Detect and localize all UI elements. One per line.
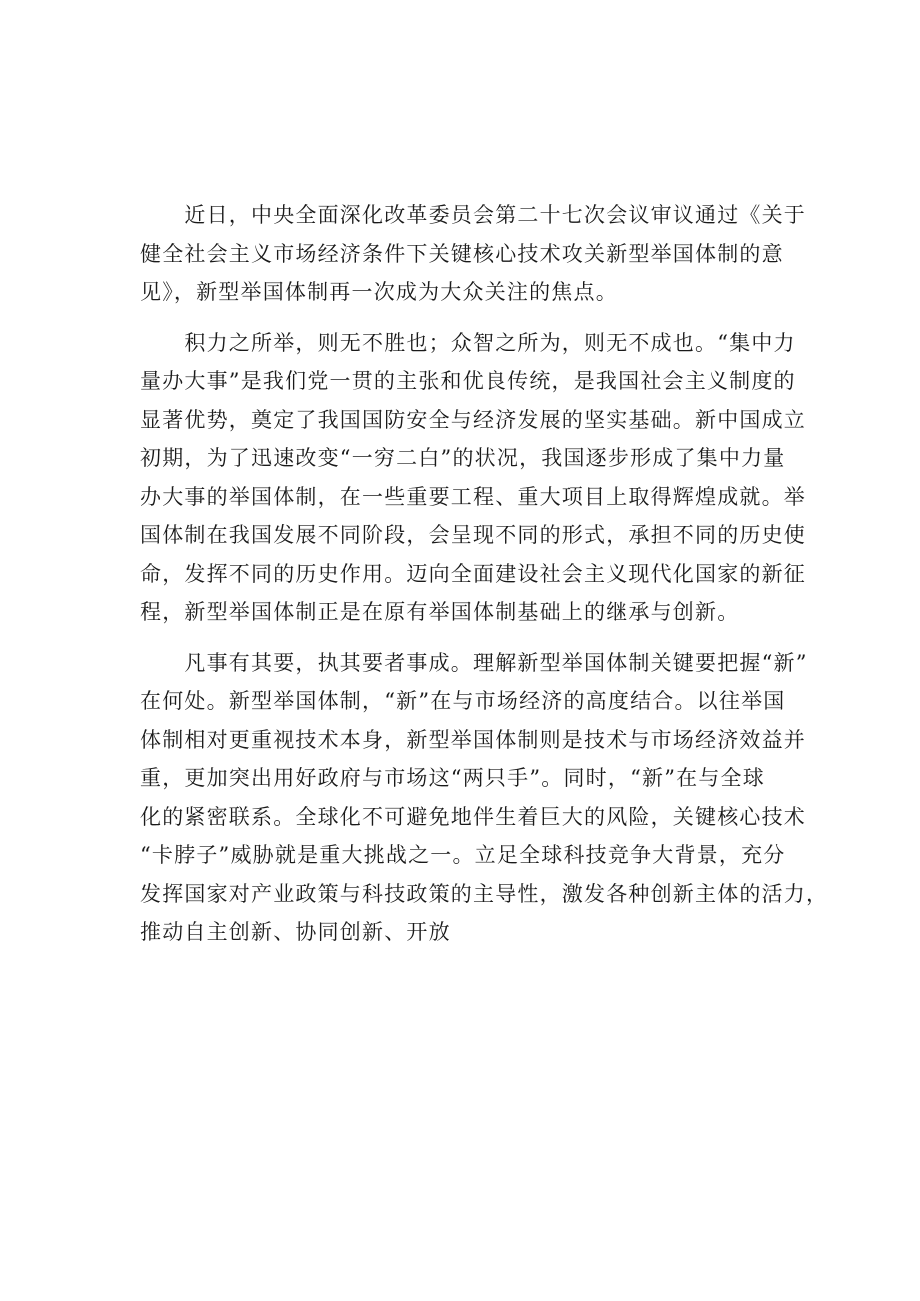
text-line: 发挥国家对产业政策与科技政策的主导性，激发各种创新主体的活力， <box>140 881 829 906</box>
text-line: 体制相对更重视技术本身，新型举国体制则是技术与市场经济效益并 <box>140 727 806 752</box>
text-line: 命，发挥不同的历史作用。迈向全面建设社会主义现代化国家的新征 <box>140 561 806 586</box>
text-line: 重，更加突出用好政府与市场这“两只手”。同时，“新”在与全球 <box>140 766 765 790</box>
text-line: 在何处。新型举国体制，“新”在与市场经济的高度结合。以往举国 <box>140 689 786 713</box>
text-line: 量办大事”是我们党一贯的主张和优良传统，是我国社会主义制度的 <box>140 369 796 393</box>
text-line: 凡事有其要，执其要者事成。理解新型举国体制关键要把握“新” <box>140 650 808 675</box>
paragraph-3 <box>140 644 829 952</box>
text-line: 见》，新型举国体制再一次成为大众关注的焦点。 <box>140 280 618 304</box>
text-line: 办大事的举国体制，在一些重要工程、重大项目上取得辉煌成就。举 <box>140 484 806 509</box>
text-line: 化的紧密联系。全球化不可避免地伴生着巨大的风险，关键核心技术 <box>140 804 806 829</box>
text-line: 积力之所举，则无不胜也；众智之所为，则无不成也。“集中力 <box>140 330 796 355</box>
text-line: “卡脖子”威胁就是重大挑战之一。立足全球科技竞争大背景，充分 <box>140 843 786 867</box>
text-line: 国体制在我国发展不同阶段，会呈现不同的形式，承担不同的历史使 <box>140 523 806 547</box>
text-line: 显著优势，奠定了我国国防安全与经济发展的坚实基础。新中国成立 <box>140 407 806 432</box>
text-line: 推动自主创新、协同创新、开放 <box>140 920 451 944</box>
text-line: 初期，为了迅速改变“一穷二白”的状况，我国逐步形成了集中力量 <box>140 446 786 470</box>
paragraph-1 <box>140 196 806 312</box>
text-line: 程，新型举国体制正是在原有举国体制基础上的继承与创新。 <box>140 600 740 624</box>
document-body <box>140 196 829 964</box>
text-line: 近日，中央全面深化改革委员会第二十七次会议审议通过《关于 <box>140 203 806 227</box>
paragraph-2 <box>140 324 806 632</box>
text-line: 健全社会主义市场经济条件下关键核心技术攻关新型举国体制的意 <box>140 241 784 266</box>
